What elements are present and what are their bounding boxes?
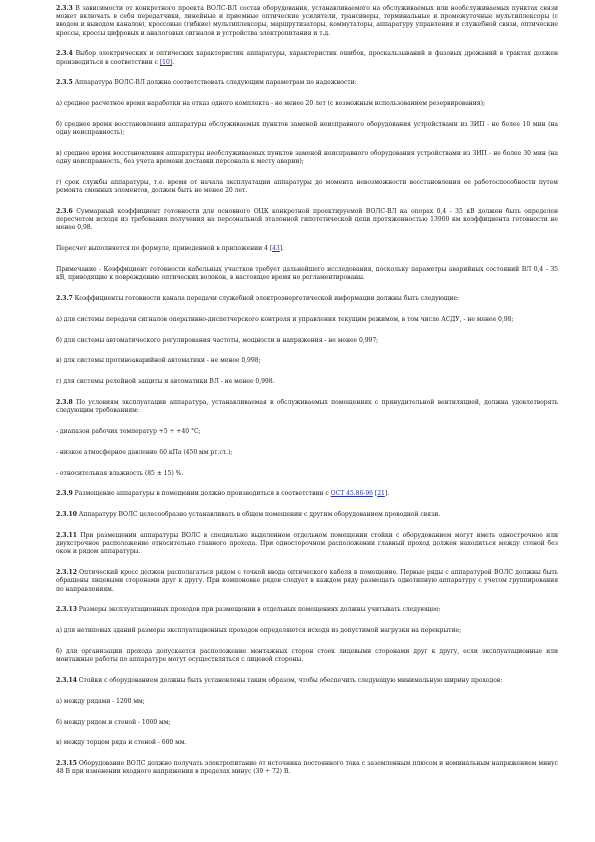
paragraph-text: г) для системы релейной защиты и автоматики ВЛ - не менее 0,998. — [56, 378, 275, 386]
paragraph — [56, 357, 558, 365]
section-paragraph — [56, 569, 558, 594]
paragraph — [56, 121, 558, 137]
section-paragraph — [56, 677, 558, 685]
paragraph-text: б) среднее время восстановления аппаратуры обслуживаемых пунктов заменой неисправного оборудования устройствами из ЗИП - не более 10 мин (на одну неисправность); — [56, 121, 558, 137]
paragraph — [56, 698, 558, 706]
paragraph — [56, 378, 558, 386]
paragraph-text-tail: . — [172, 58, 174, 66]
paragraph-text: а) между рядами - 1200 мм; — [56, 697, 145, 705]
paragraph-text: - низкое атмосферное давление 60 кПа (450 мм рт.ст.); — [56, 448, 233, 456]
paragraph-text: Аппаратура ВОЛС-ВЛ должна соответствовать следующим параметрам по надежности: — [72, 79, 357, 87]
paragraph-text: Размеры эксплуатационных проходов при размещении в отдельных помещениях должны учитывать следующее: — [76, 606, 441, 614]
reference-link[interactable]: ОСТ 45.86-96 — [330, 490, 373, 498]
paragraph-text: Аппаратуру ВОЛС целесообразно устанавливать в общем помещении с другим оборудованием проводной связи. — [76, 511, 441, 519]
section-paragraph — [56, 490, 558, 498]
section-number: 2.3.9 — [56, 490, 73, 498]
paragraph-text: Оптический кросс должен располагаться рядом с точкой ввода оптического кабеля в помещение. Первые ряды с аппаратурой ВОЛС должны быть обращены лицевыми сторонами друг к другу. При компоновке рядов следует в каждом ряду размещать однотипную аппаратуру с учетом группирования по направлениям. — [56, 569, 558, 593]
section-number: 2.3.4 — [56, 50, 73, 58]
section-number: 2.3.5 — [56, 79, 73, 87]
section-paragraph — [56, 606, 558, 614]
section-paragraph — [56, 5, 558, 38]
reference-link[interactable]: [10] — [159, 58, 173, 66]
paragraph-text-tail: ]. — [384, 490, 390, 498]
paragraph — [56, 337, 558, 345]
paragraph-text: а) для системы передачи сигналов оперативно-диспетчерского контроля и управления текущим режимом, в том числе АСДУ, - не менее 0,98; — [56, 315, 514, 323]
paragraph-text: а) для нетиповых зданий размеры эксплуатационных проходов определяются исходя из допустимой нагрузки на перекрытие; — [56, 627, 462, 635]
paragraph — [56, 150, 558, 166]
paragraph — [56, 449, 558, 457]
section-paragraph — [56, 760, 558, 776]
paragraph-text: При размещении аппаратуры ВОЛС в специально выделенном отдельном помещении стойки с оборудованием могут иметь однострочное или двухстрочное расположение относительно главного прохода. При односторочном расположении главный проход должен находиться между стеной без окон и рядом аппаратуры. — [56, 531, 558, 556]
paragraph-text: в) между торцом ряда и стеной - 600 мм. — [56, 739, 187, 747]
paragraph-text: а) среднее расчетное время наработки на отказ одного комплекта - не менее 20 лет (с возможным использованием резервирования); — [56, 100, 485, 108]
paragraph-text: б) для организации прохода допускается расположение монтажных сторон стоек лицевыми сторонами друг к другу, если эксплуатационные или монтажные работы по аппаратуре могут осуществляться с лицевой стороны. — [56, 647, 558, 664]
paragraph-text: б) между рядом и стеной - 1000 мм; — [56, 718, 171, 726]
paragraph-text-tail: [ — [372, 490, 378, 498]
paragraph-text: - относительная влажность (85 ± 15) %. — [56, 469, 184, 477]
paragraph-text: Суммарный коэффициент готовности для основного ОЦК конкретной проектируемой ВОЛС-ВЛ на опорах 0,4 - 35 кВ должен быть определен пересчетом исходя из требования получения на персональной эталонной гипотетической цепи протяженностью 13900 км коэффициента готовности не менее 0,98. — [56, 208, 558, 232]
paragraph-text: Пересчет выполняется по формуле, приведенной в приложении 4 [ — [56, 245, 273, 253]
document-page — [56, 5, 558, 835]
reference-link[interactable]: 21 — [377, 490, 385, 498]
section-number: 2.3.3 — [56, 5, 73, 12]
section-number: 2.3.6 — [56, 208, 73, 215]
paragraph — [56, 266, 558, 282]
section-number: 2.3.7 — [56, 295, 73, 302]
section-number: 2.3.13 — [56, 606, 77, 614]
paragraph-text: Выбор электрических и оптических характеристик аппаратуры, характеристик ошибок, проскальзываний и фазовых дрожаний в трактах должен производиться в соответствии с — [56, 50, 558, 66]
paragraph — [56, 648, 558, 664]
paragraph — [56, 179, 558, 195]
paragraph-text: Коэффициенты готовности канала передачи служебной электроэнергетической информации должны быть следующие: — [72, 295, 460, 302]
paragraph-text: Оборудование ВОЛС должно получать электропитание от источника постоянного тока с заземленным плюсом и номинальным напряжением минус 48 В при изменении входного напряжения в пределах минус (39 ÷ 72) В. — [56, 760, 558, 776]
paragraph — [56, 739, 558, 747]
paragraph — [56, 470, 558, 478]
paragraph-text: По условиям эксплуатации аппаратура, устанавливаемая в обслуживаемых помещениях с принудительной вентиляцией, должна удовлетворять следующим требованиям: — [56, 398, 558, 415]
paragraph — [56, 428, 558, 436]
section-number: 2.3.14 — [56, 676, 77, 684]
paragraph — [56, 245, 558, 253]
section-number: 2.3.8 — [56, 398, 73, 406]
paragraph-text: в) среднее время восстановления аппаратуры необслуживаемых пунктов заменой неисправного оборудования устройствами из ЗИП - не более 30 мин (на одну неисправность, без учета времени доставки персонала к месту аварии); — [56, 150, 558, 166]
section-number: 2.3.12 — [56, 569, 77, 577]
section-number: 2.3.15 — [56, 760, 77, 768]
paragraph — [56, 627, 558, 635]
paragraph — [56, 100, 558, 108]
paragraph-text: Размещение аппаратуры в помещении должно производиться в соответствии с — [72, 490, 331, 498]
section-paragraph — [56, 399, 558, 415]
section-paragraph — [56, 295, 558, 303]
paragraph-text: Примечание - Коэффициент готовности кабельных участков требует дальнейшего исследования, поскольку параметры аварийных состояний ВЛ 0,4 - 35 кВ, приводящие к повреждению оптических волокон, в настоящее время не регламентированы. — [56, 266, 558, 282]
reference-link[interactable]: 43 — [272, 245, 280, 253]
paragraph-text: Стойки с оборудованием должны быть установлены таким образом, чтобы обеспечить следующую минимальную ширину проходов: — [76, 676, 503, 684]
section-paragraph — [56, 532, 558, 557]
paragraph-text: б) для системы автоматического регулирования частоты, мощности и напряжения - не менее 0,997; — [56, 336, 379, 344]
section-paragraph — [56, 208, 558, 233]
paragraph-text: в) для системы противоаварийной автоматики - не менее 0,998; — [56, 357, 261, 365]
section-number: 2.3.10 — [56, 511, 77, 519]
paragraph-text-tail: ]. — [279, 245, 284, 253]
section-paragraph — [56, 511, 558, 519]
paragraph-text: г) срок службы аппаратуры, т.е. время от начала эксплуатации аппаратуры до момента невозможности восстановления ее работоспособности путем ремонта сменных элементов, должен быть не менее 20 лет. — [56, 179, 558, 195]
section-number: 2.3.11 — [56, 531, 77, 539]
paragraph-text: В зависимости от конкретного проекта ВОЛС-ВЛ состав оборудования, устанавливаемого на обслуживаемых или необслуживаемых пунктах связи может включать в себя передатчики, линейные и приемные оптические усилители, трансиверы, терминальные и промежуточные мультиплексоры (с вводом и выводом каналов), кроссовые (гибкие) мультиплексоры, маршрутизаторы, коммутаторы, аппаратуру управления и служебной связи, оптические кроссы, кроссы цифровых и аналоговых сигналов и устройства электропитания и т.д. — [56, 5, 558, 37]
section-paragraph — [56, 50, 558, 66]
paragraph-text: - диапазон рабочих температур +5 ÷ +40 °С; — [56, 427, 201, 435]
paragraph — [56, 316, 558, 324]
paragraph — [56, 719, 558, 727]
section-paragraph — [56, 79, 558, 87]
